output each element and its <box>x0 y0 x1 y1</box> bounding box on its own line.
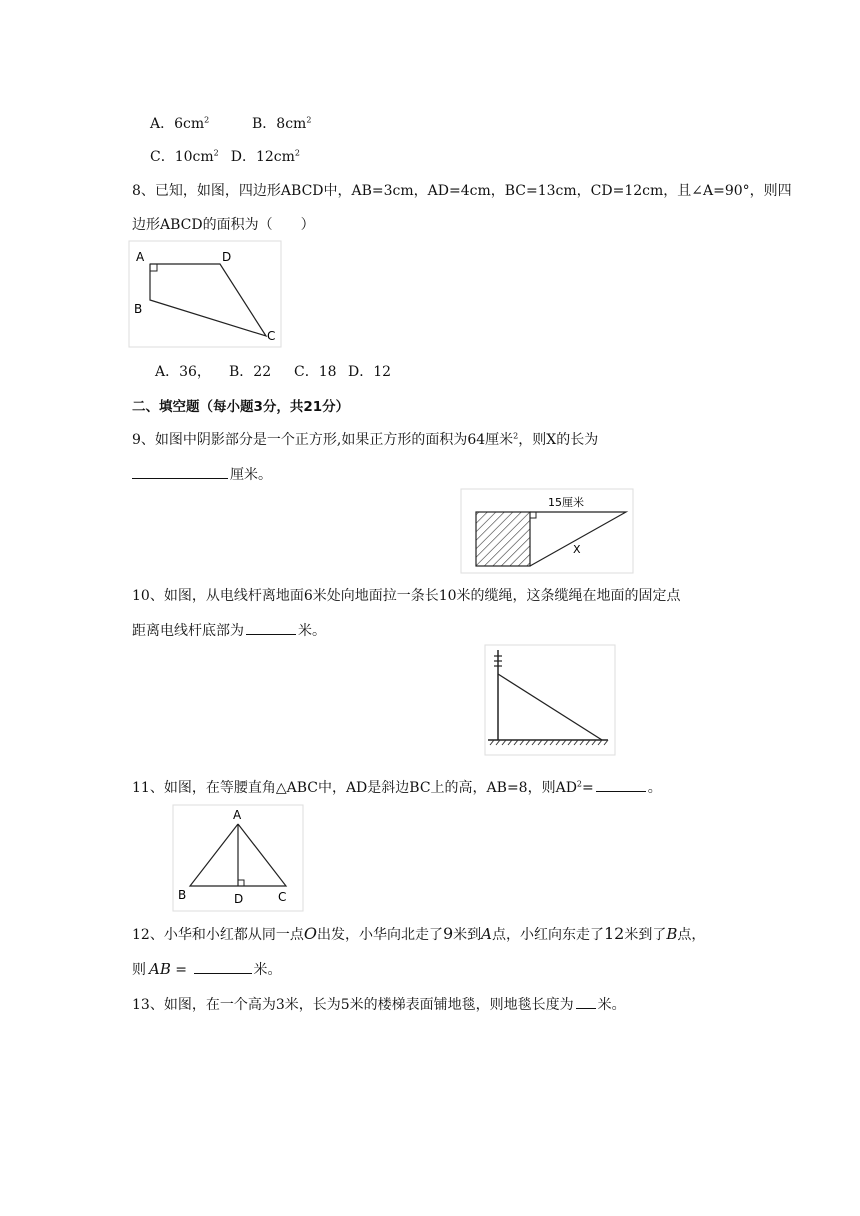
q7-option-a: A．$6cm^2$ <box>150 115 210 132</box>
q9-answer-blank[interactable] <box>132 464 228 479</box>
q8-option-b: B．22 <box>229 364 272 380</box>
q8-option-a: A．36， <box>155 364 211 380</box>
q8-label-a: A <box>136 250 145 264</box>
q10-line1: 10、如图，从电线杆离地面6米处向地面拉一条长10米的缆绳，这条缆绳在地面的固定点 <box>132 588 681 604</box>
q10-line2: 距离电线杆底部为 米。 <box>132 620 326 640</box>
q9-line2: 厘米。 <box>132 464 272 484</box>
q8-option-c: C．18 <box>294 364 337 380</box>
q7-option-b: B．$8cm^2$ <box>252 115 312 132</box>
q10-figure <box>484 644 616 756</box>
q7-options-row1 <box>150 113 311 133</box>
q9-label-x: X <box>573 543 581 556</box>
q11-label-c: C <box>278 890 287 904</box>
q8-label-c: C <box>267 329 276 343</box>
q8-right-angle-mark <box>150 264 157 271</box>
q9-right-angle-mark <box>530 512 536 518</box>
q13-line1: 13、如图，在一个高为3米，长为5米的楼梯表面铺地毯，则地毯长度为 米。 <box>132 994 626 1014</box>
q8-quad-shape <box>150 264 266 336</box>
q8-line1: 8、已知，如图，四边形ABCD中，AB=3cm，AD=4cm，BC=13cm，CD=12cm，且∠A=90°，则四 <box>132 183 792 199</box>
q12-line2: 则 AB = 米。 <box>132 960 282 978</box>
q8-option-d: D．12 <box>348 364 392 380</box>
q12-answer-blank[interactable] <box>194 959 252 974</box>
q12-line1: 12、小华和小红都从同一点O出发，小华向北走了9米到A点，小红向东走了12米到了B点， <box>132 924 706 943</box>
q11-right-angle-mark <box>238 880 244 886</box>
q9-triangle <box>530 512 626 566</box>
q10-cable <box>498 674 602 740</box>
q11-label-d: D <box>234 892 244 906</box>
q9-figure <box>460 488 635 574</box>
q8-figure <box>128 240 283 348</box>
q8-label-d: D <box>222 250 232 264</box>
q11-figure <box>172 804 304 912</box>
q10-answer-blank[interactable] <box>246 620 296 635</box>
q8-options <box>155 361 391 381</box>
q9-shaded-square <box>476 512 530 566</box>
q11-answer-blank[interactable] <box>596 777 646 792</box>
section2-title: 二、填空题（每小题3分，共21分） <box>132 399 350 415</box>
q7-option-c: C．$10cm^2$ <box>150 148 219 165</box>
q7-options-row2 <box>150 146 300 166</box>
q11-label-a: A <box>233 808 242 822</box>
q11-line1: 11、如图，在等腰直角△ABC中，AD是斜边BC上的高，AB=8，则$AD^2=$ 。 <box>132 777 662 797</box>
q8-line2: 边形ABCD的面积为（ ） <box>132 217 315 233</box>
q13-answer-blank[interactable] <box>576 994 596 1009</box>
q11-label-b: B <box>178 888 187 902</box>
q8-label-b: B <box>134 302 143 316</box>
q7-option-d: D．$12cm^2$ <box>230 148 300 165</box>
q9-label-top: 15厘米 <box>548 496 584 509</box>
q9-line1: 9、如图中阴影部分是一个正方形,如果正方形的面积为64厘米$^2$，则X的长为 <box>132 431 599 448</box>
